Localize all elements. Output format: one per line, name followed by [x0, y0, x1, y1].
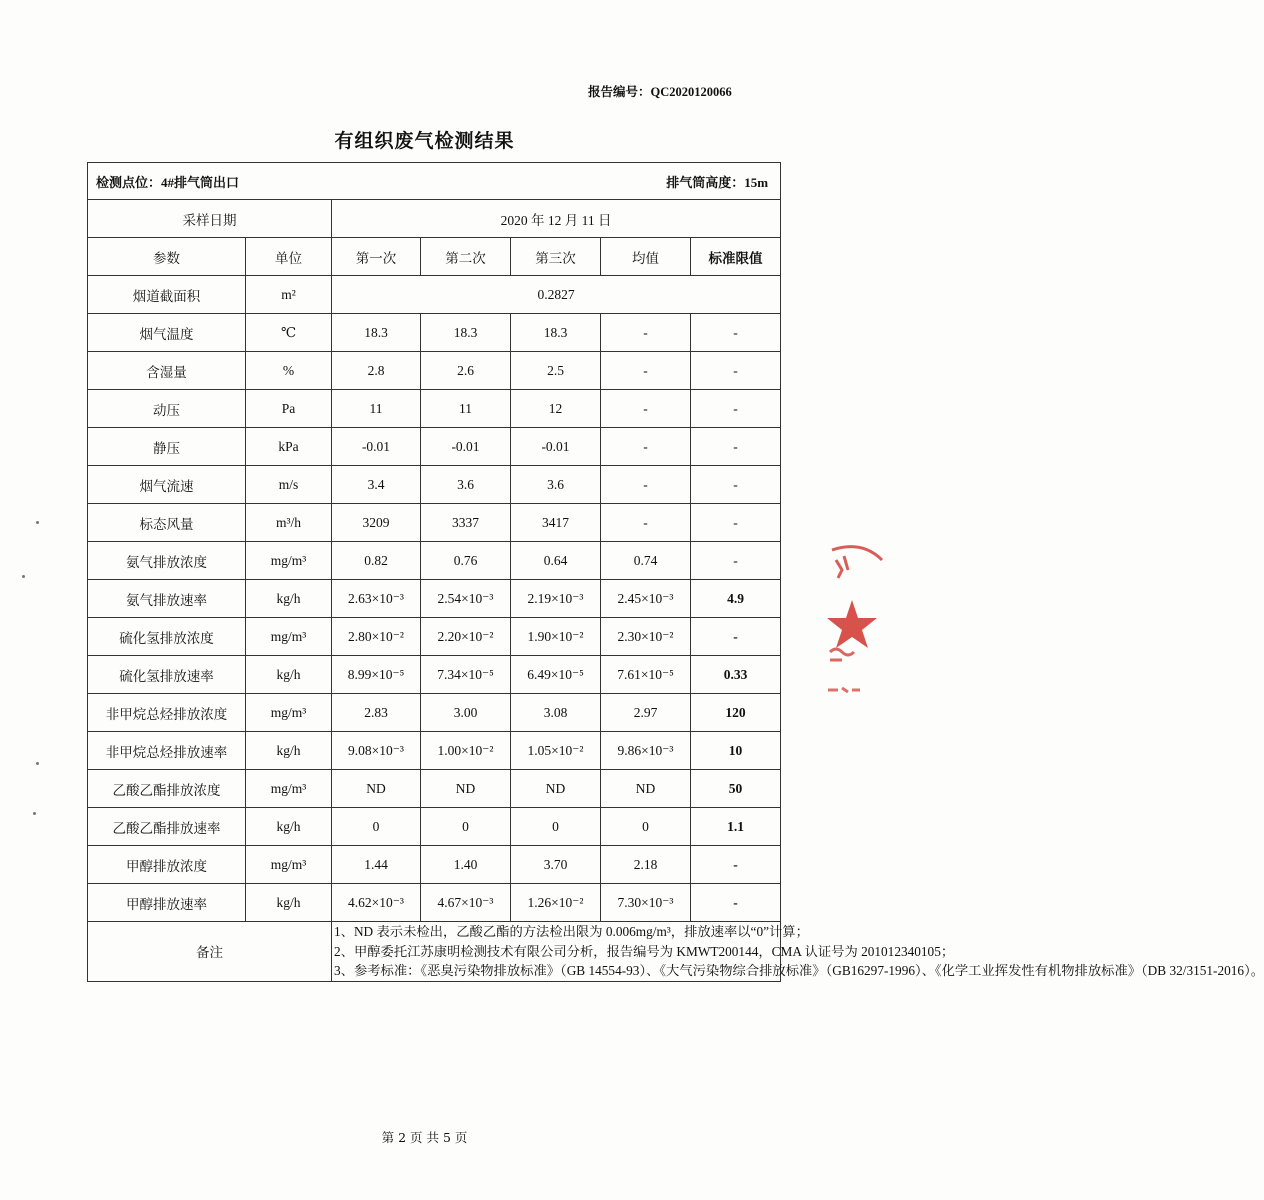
table-row [88, 390, 781, 428]
cell-param: 烟气温度 [88, 314, 246, 352]
cell-average: ND [601, 770, 691, 808]
cell-limit: 10 [691, 732, 781, 770]
cell-average: 9.86×10⁻³ [601, 732, 691, 770]
cell-average: 2.45×10⁻³ [601, 580, 691, 618]
cell-third: 1.05×10⁻² [511, 732, 601, 770]
cell-average: 0 [601, 808, 691, 846]
sampling-point: 检测点位：4#排气筒出口 [96, 174, 240, 190]
table-row [88, 428, 781, 466]
cell-third: 3.70 [511, 846, 601, 884]
cell-unit: mg/m³ [246, 694, 332, 732]
column-header-row [88, 238, 781, 276]
cell-second: 3.00 [421, 694, 511, 732]
cell-unit: kg/h [246, 884, 332, 922]
cell-average: 0.74 [601, 542, 691, 580]
table-row [88, 694, 781, 732]
cell-second: 2.54×10⁻³ [421, 580, 511, 618]
cell-param: 硫化氢排放浓度 [88, 618, 246, 656]
cell-limit: - [691, 390, 781, 428]
cell-average: 2.18 [601, 846, 691, 884]
cell-average: 2.30×10⁻² [601, 618, 691, 656]
table-row [88, 618, 781, 656]
cell-limit: - [691, 314, 781, 352]
cell-first: 18.3 [332, 314, 421, 352]
cell-limit: - [691, 466, 781, 504]
cell-limit: - [691, 618, 781, 656]
table-row [88, 580, 781, 618]
cell-first: 11 [332, 390, 421, 428]
cell-param: 烟气流速 [88, 466, 246, 504]
cell-second: ND [421, 770, 511, 808]
notes-label: 备注 [88, 922, 332, 982]
cell-second: 3337 [421, 504, 511, 542]
cell-average: 2.97 [601, 694, 691, 732]
cell-average: - [601, 504, 691, 542]
official-seal [822, 540, 882, 720]
cell-first: 2.83 [332, 694, 421, 732]
page-footer: 第 2 页 共 5 页 [381, 1130, 468, 1145]
results-table [87, 162, 1264, 982]
cell-param: 乙酸乙酯排放浓度 [88, 770, 246, 808]
col-header-limit: 标准限值 [691, 238, 781, 276]
cell-limit: 120 [691, 694, 781, 732]
date-label: 采样日期 [88, 200, 332, 238]
cell-second: 4.67×10⁻³ [421, 884, 511, 922]
cell-average: - [601, 466, 691, 504]
cell-param: 甲醇排放速率 [88, 884, 246, 922]
table-row [88, 466, 781, 504]
page-title: 有组织废气检测结果 [334, 130, 515, 152]
cell-second: 18.3 [421, 314, 511, 352]
cell-param: 硫化氢排放速率 [88, 656, 246, 694]
stack-height: 排气筒高度：15m [666, 174, 769, 190]
area-row [88, 276, 781, 314]
notes-row [88, 922, 781, 982]
cell-first: ND [332, 770, 421, 808]
table-row [88, 352, 781, 390]
cell-unit: kg/h [246, 580, 332, 618]
cell-param: 静压 [88, 428, 246, 466]
cell-third: 6.49×10⁻⁵ [511, 656, 601, 694]
cell-first: 1.44 [332, 846, 421, 884]
info-row [88, 163, 781, 200]
cell-third: 3.08 [511, 694, 601, 732]
cell-unit: kPa [246, 428, 332, 466]
cell-first: 3.4 [332, 466, 421, 504]
cell-param: 氨气排放速率 [88, 580, 246, 618]
col-header-third: 第三次 [511, 238, 601, 276]
col-header-average: 均值 [601, 238, 691, 276]
table-row [88, 656, 781, 694]
cell-third: 0 [511, 808, 601, 846]
cell-unit: m³/h [246, 504, 332, 542]
cell-second: 0 [421, 808, 511, 846]
cell-limit: - [691, 846, 781, 884]
table-row [88, 732, 781, 770]
cell-unit: ℃ [246, 314, 332, 352]
cell-average: - [601, 390, 691, 428]
cell-third: 2.19×10⁻³ [511, 580, 601, 618]
cell-second: 0.76 [421, 542, 511, 580]
cell-third: 12 [511, 390, 601, 428]
cell-param: 动压 [88, 390, 246, 428]
cell-average: - [601, 352, 691, 390]
cell-unit: kg/h [246, 656, 332, 694]
date-row [88, 200, 781, 238]
table-row [88, 770, 781, 808]
cell-second: 7.34×10⁻⁵ [421, 656, 511, 694]
cell-average: 7.61×10⁻⁵ [601, 656, 691, 694]
cell-area-value: 0.2827 [332, 276, 781, 314]
cell-second: 11 [421, 390, 511, 428]
cell-first: -0.01 [332, 428, 421, 466]
cell-limit: 50 [691, 770, 781, 808]
cell-second: 1.00×10⁻² [421, 732, 511, 770]
cell-third: 2.5 [511, 352, 601, 390]
cell-limit: - [691, 428, 781, 466]
cell-unit: mg/m³ [246, 618, 332, 656]
cell-limit: - [691, 504, 781, 542]
cell-limit: 0.33 [691, 656, 781, 694]
table-row [88, 314, 781, 352]
scan-speck [36, 762, 39, 765]
notes-content [332, 922, 1264, 982]
col-header-unit: 单位 [246, 238, 332, 276]
scan-speck [33, 812, 36, 815]
cell-first: 8.99×10⁻⁵ [332, 656, 421, 694]
cell-third: 18.3 [511, 314, 601, 352]
cell-first: 0.82 [332, 542, 421, 580]
cell-average: - [601, 428, 691, 466]
date-value: 2020 年 12 月 11 日 [332, 200, 781, 238]
col-header-first: 第一次 [332, 238, 421, 276]
col-header-second: 第二次 [421, 238, 511, 276]
col-header-param: 参数 [88, 238, 246, 276]
table-row [88, 846, 781, 884]
cell-second: 3.6 [421, 466, 511, 504]
cell-third: 3.6 [511, 466, 601, 504]
cell-third: -0.01 [511, 428, 601, 466]
cell-limit: - [691, 352, 781, 390]
cell-unit: % [246, 352, 332, 390]
cell-unit: mg/m³ [246, 770, 332, 808]
cell-unit: m² [246, 276, 332, 314]
cell-first: 2.63×10⁻³ [332, 580, 421, 618]
cell-first: 0 [332, 808, 421, 846]
note-line: 1、ND 表示未检出，乙酸乙酯的方法检出限为 0.006mg/m³，排放速率以“0”计算； [334, 924, 809, 939]
cell-unit: mg/m³ [246, 846, 332, 884]
table-row [88, 504, 781, 542]
cell-first: 9.08×10⁻³ [332, 732, 421, 770]
cell-limit: - [691, 884, 781, 922]
cell-param: 氨气排放浓度 [88, 542, 246, 580]
cell-first: 2.8 [332, 352, 421, 390]
cell-unit: Pa [246, 390, 332, 428]
report-number: 报告编号：QC2020120066 [588, 85, 732, 99]
table-row [88, 884, 781, 922]
cell-unit: mg/m³ [246, 542, 332, 580]
cell-unit: kg/h [246, 732, 332, 770]
cell-first: 4.62×10⁻³ [332, 884, 421, 922]
cell-second: 2.6 [421, 352, 511, 390]
cell-param: 乙酸乙酯排放速率 [88, 808, 246, 846]
cell-unit: m/s [246, 466, 332, 504]
table-row [88, 542, 781, 580]
cell-limit: 4.9 [691, 580, 781, 618]
cell-param: 标态风量 [88, 504, 246, 542]
cell-limit: 1.1 [691, 808, 781, 846]
scan-speck [22, 575, 25, 578]
cell-param: 含湿量 [88, 352, 246, 390]
table-row [88, 808, 781, 846]
note-line: 2、甲醇委托江苏康明检测技术有限公司分析，报告编号为 KMWT200144，CMA 认证号为 201012340105； [334, 943, 955, 959]
cell-first: 2.80×10⁻² [332, 618, 421, 656]
cell-second: 2.20×10⁻² [421, 618, 511, 656]
note-line: 3、参考标准：《恶臭污染物排放标准》（GB 14554-93）、《大气污染物综合排放标准》（GB16297-1996）、《化学工业挥发性有机物排放标准》（DB 32/3151-2016）。 [334, 963, 1264, 978]
cell-third: 0.64 [511, 542, 601, 580]
cell-param: 甲醇排放浓度 [88, 846, 246, 884]
cell-average: 7.30×10⁻³ [601, 884, 691, 922]
cell-unit: kg/h [246, 808, 332, 846]
cell-param: 非甲烷总烃排放速率 [88, 732, 246, 770]
cell-param: 非甲烷总烃排放浓度 [88, 694, 246, 732]
cell-param: 烟道截面积 [88, 276, 246, 314]
cell-third: 3417 [511, 504, 601, 542]
cell-third: 1.26×10⁻² [511, 884, 601, 922]
cell-third: ND [511, 770, 601, 808]
cell-first: 3209 [332, 504, 421, 542]
cell-second: 1.40 [421, 846, 511, 884]
cell-second: -0.01 [421, 428, 511, 466]
cell-limit: - [691, 542, 781, 580]
scan-speck [36, 521, 39, 524]
cell-third: 1.90×10⁻² [511, 618, 601, 656]
cell-average: - [601, 314, 691, 352]
